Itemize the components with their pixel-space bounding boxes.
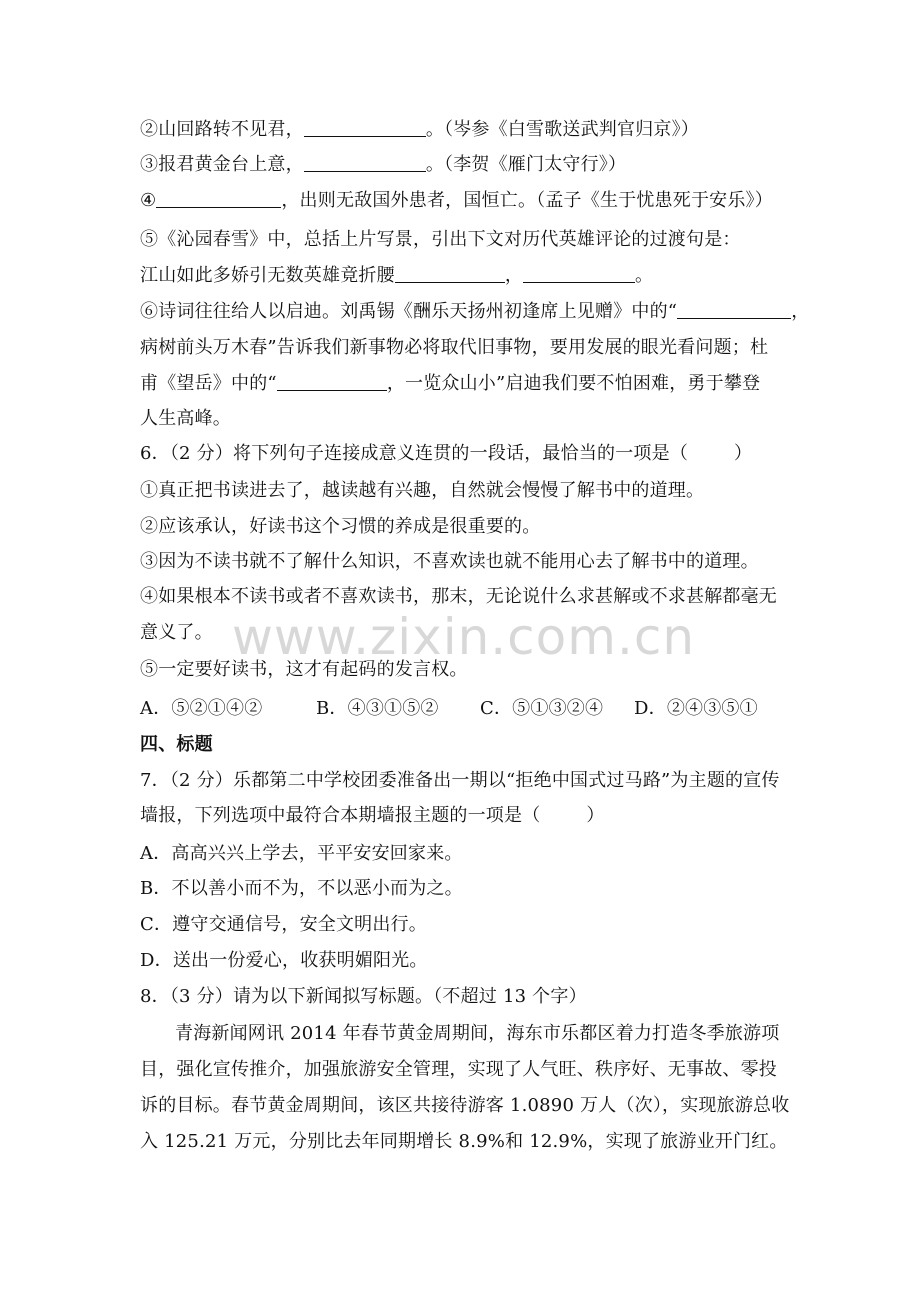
answer-blank[interactable]: [523, 264, 635, 283]
q6-options: [140, 697, 758, 721]
q5-item4: [140, 189, 773, 213]
q6-stem-text: 6．（2 分）将下列句子连接成意义连贯的一段话，最恰当的一项是（: [140, 443, 689, 464]
q6-option-a[interactable]: A．⑤②①④②: [140, 698, 263, 719]
q7-option-d[interactable]: D．送出一份爱心，收获明媚阳光。: [140, 950, 428, 971]
q5-item6-line1: [140, 300, 809, 324]
q8-news-line2: 目，强化宣传推介，加强旅游安全管理，实现了人气旺、秩序好、无事故、零投: [140, 1059, 777, 1080]
q6-stem-close: ）: [734, 443, 753, 464]
q6-sentence-4a: ④如果根本不读书或者不喜欢读书，那末，无论说什么求甚解或不求甚解都毫无: [140, 586, 777, 607]
answer-blank[interactable]: [304, 153, 426, 172]
section-heading: 四、标题: [140, 734, 213, 755]
q5-item6-line3-suffix: ，一览众山小”启迪我们要不怕困难，勇于攀登: [386, 373, 761, 394]
q7-option-a[interactable]: A．高高兴兴上学去，平平安安回家来。: [140, 843, 463, 864]
q5-item5-line2: [140, 264, 653, 288]
q5-item6-line3: [140, 372, 760, 396]
q7-option-b[interactable]: B．不以善小而不为，不以恶小而为之。: [140, 878, 463, 899]
q6-option-d[interactable]: D．②④③⑤①: [634, 698, 758, 719]
q5-item5-comma: ，: [504, 265, 524, 286]
q5-item5-prefix: 江山如此多娇引无数英雄竟折腰: [140, 265, 395, 286]
q8-news-line1: 青海新闻网讯 2014 年春节黄金周期间，海东市乐都区着力打造冬季旅游项: [175, 1023, 780, 1044]
answer-blank[interactable]: [304, 118, 426, 137]
q7-stem-line1: 7．（2 分）乐都第二中学校团委准备出一期以“拒绝中国式过马路”为主题的宣传: [140, 770, 780, 791]
q7-stem-close: ）: [586, 805, 605, 826]
q5-item3: [140, 153, 626, 177]
q5-item2: [140, 118, 699, 142]
q5-item3-suffix: 。（李贺《雁门太守行》）: [425, 154, 627, 175]
answer-blank[interactable]: [156, 189, 281, 208]
q7-option-c[interactable]: C．遵守交通信号，安全文明出行。: [140, 914, 427, 935]
q6-sentence-4b: 意义了。: [140, 622, 213, 643]
q6-stem: [140, 442, 752, 466]
q6-option-b[interactable]: B．④③①⑤②: [316, 698, 439, 719]
watermark: www.zixin.com.cn: [232, 608, 696, 666]
q5-item5-line1: ⑤《沁园春雪》中，总括上片写景，引出下文对历代英雄评论的过渡句是：: [140, 229, 741, 250]
answer-blank[interactable]: [395, 264, 505, 283]
q8-news-line4: 入 125.21 万元，分别比去年同期增长 8.9%和 12.9%，实现了旅游业开门红。: [140, 1131, 788, 1152]
answer-blank[interactable]: [677, 300, 791, 319]
q5-item6-line4: 人生高峰。: [140, 408, 231, 429]
q5-item4-suffix: ，出则无敌国外患者，国恒亡。（孟子《生于忧患死于安乐》）: [281, 190, 773, 211]
q8-news-line3: 诉的目标。春节黄金周期间，该区共接待游客 1.0890 万人（次），实现旅游总收: [140, 1095, 790, 1116]
q5-item5-suffix: 。: [635, 265, 654, 286]
q7-stem-line2: [140, 804, 605, 828]
q6-sentence-5: ⑤一定要好读书，这才有起码的发言权。: [140, 659, 468, 680]
q7-stem-text: 墙报，下列选项中最符合本期墙报主题的一项是（: [140, 805, 541, 826]
q5-item4-prefix: ④: [140, 190, 157, 211]
q5-item6-line2: 病树前头万木春”告诉我们新事物必将取代旧事物，要用发展的眼光看问题；杜: [140, 337, 769, 358]
q5-item6-prefix: ⑥诗词往往给人以启迪。刘禹锡《酬乐天扬州初逢席上见赠》中的“: [140, 301, 678, 322]
q5-item2-suffix: 。（岑参《白雪歌送武判官归京》）: [425, 119, 700, 140]
answer-blank[interactable]: [277, 372, 387, 391]
q6-sentence-1: ①真正把书读进去了，越读越有兴趣，自然就会慢慢了解书中的道理。: [140, 480, 705, 501]
q6-sentence-3: ③因为不读书就不了解什么知识，不喜欢读也就不能用心去了解书中的道理。: [140, 551, 759, 572]
q5-item2-prefix: ②山回路转不见君，: [140, 119, 304, 140]
q6-option-c[interactable]: C．⑤①③②④: [480, 698, 604, 719]
q5-item6-suffix: ，: [791, 301, 810, 322]
q5-item3-prefix: ③报君黄金台上意，: [140, 154, 304, 175]
q6-sentence-2: ②应该承认，好读书这个习惯的养成是很重要的。: [140, 516, 541, 537]
q8-stem: 8．（3 分）请为以下新闻拟写标题。（不超过 13 个字）: [140, 986, 587, 1007]
q5-item6-line3-prefix: 甫《望岳》中的“: [140, 373, 277, 394]
